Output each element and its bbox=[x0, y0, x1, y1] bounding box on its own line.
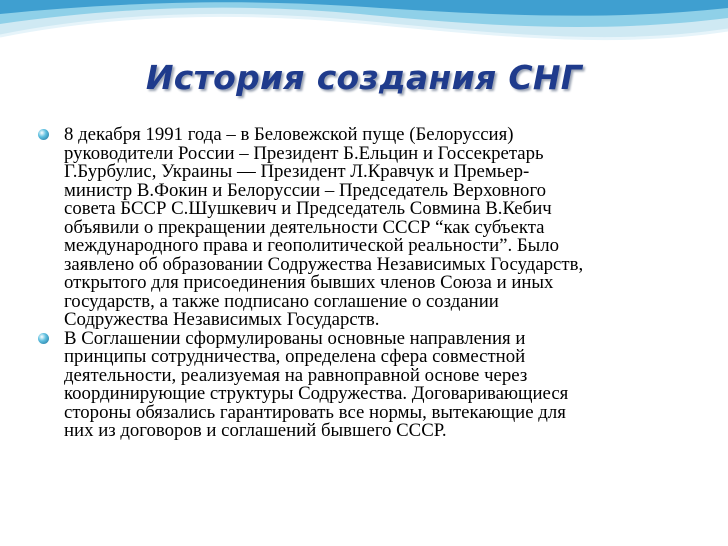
text-line: открытого для присоединения бывших членов Союза и иных bbox=[64, 272, 554, 293]
slide-title: История создания СНГ bbox=[145, 58, 583, 97]
bullet-icon bbox=[38, 333, 49, 344]
slide-body bbox=[38, 126, 698, 441]
text-line: Содружества Независимых Государств. bbox=[64, 309, 380, 330]
text-line: совета БССР С.Шушкевич и Председатель Совмина В.Кебич bbox=[64, 198, 552, 219]
text-line: министр В.Фокин и Белоруссии – Председатель Верховного bbox=[64, 179, 547, 201]
text-line: деятельности, реализуемая на равноправной основе через bbox=[64, 364, 528, 386]
text-line: принципы сотрудничества, определена сфера совместной bbox=[64, 346, 526, 367]
bullet-icon bbox=[38, 129, 49, 140]
text-line: В Соглашении сформулированы основные направления и bbox=[64, 327, 526, 349]
text-line: стороны обязались гарантировать все нормы, вытекающие для bbox=[64, 401, 566, 423]
list-item bbox=[38, 126, 698, 330]
text-line: координирующие структуры Содружества. Договаривающиеся bbox=[64, 383, 569, 404]
text-line: объявили о прекращении деятельности СССР “как субъекта bbox=[64, 216, 545, 238]
text-line: руководители России – Президент Б.Ельцин и Госсекретарь bbox=[64, 142, 544, 164]
text-line: 8 декабря 1991 года – в Беловежской пуще (Белоруссия) bbox=[64, 124, 514, 145]
list-item-text bbox=[64, 126, 698, 330]
text-line: заявлено об образовании Содружества Независимых Государств, bbox=[64, 253, 584, 275]
list-item bbox=[38, 327, 698, 441]
list-item-text bbox=[64, 327, 698, 441]
text-line: Г.Бурбулис, Украины — Президент Л.Кравчук и Премьер- bbox=[64, 161, 530, 182]
text-line: международного права и геополитической реальности”. Было bbox=[64, 235, 560, 256]
text-line: них из договоров и соглашений бывшего СССР. bbox=[64, 420, 447, 441]
text-line: государств, а также подписано соглашение о создании bbox=[64, 290, 499, 312]
